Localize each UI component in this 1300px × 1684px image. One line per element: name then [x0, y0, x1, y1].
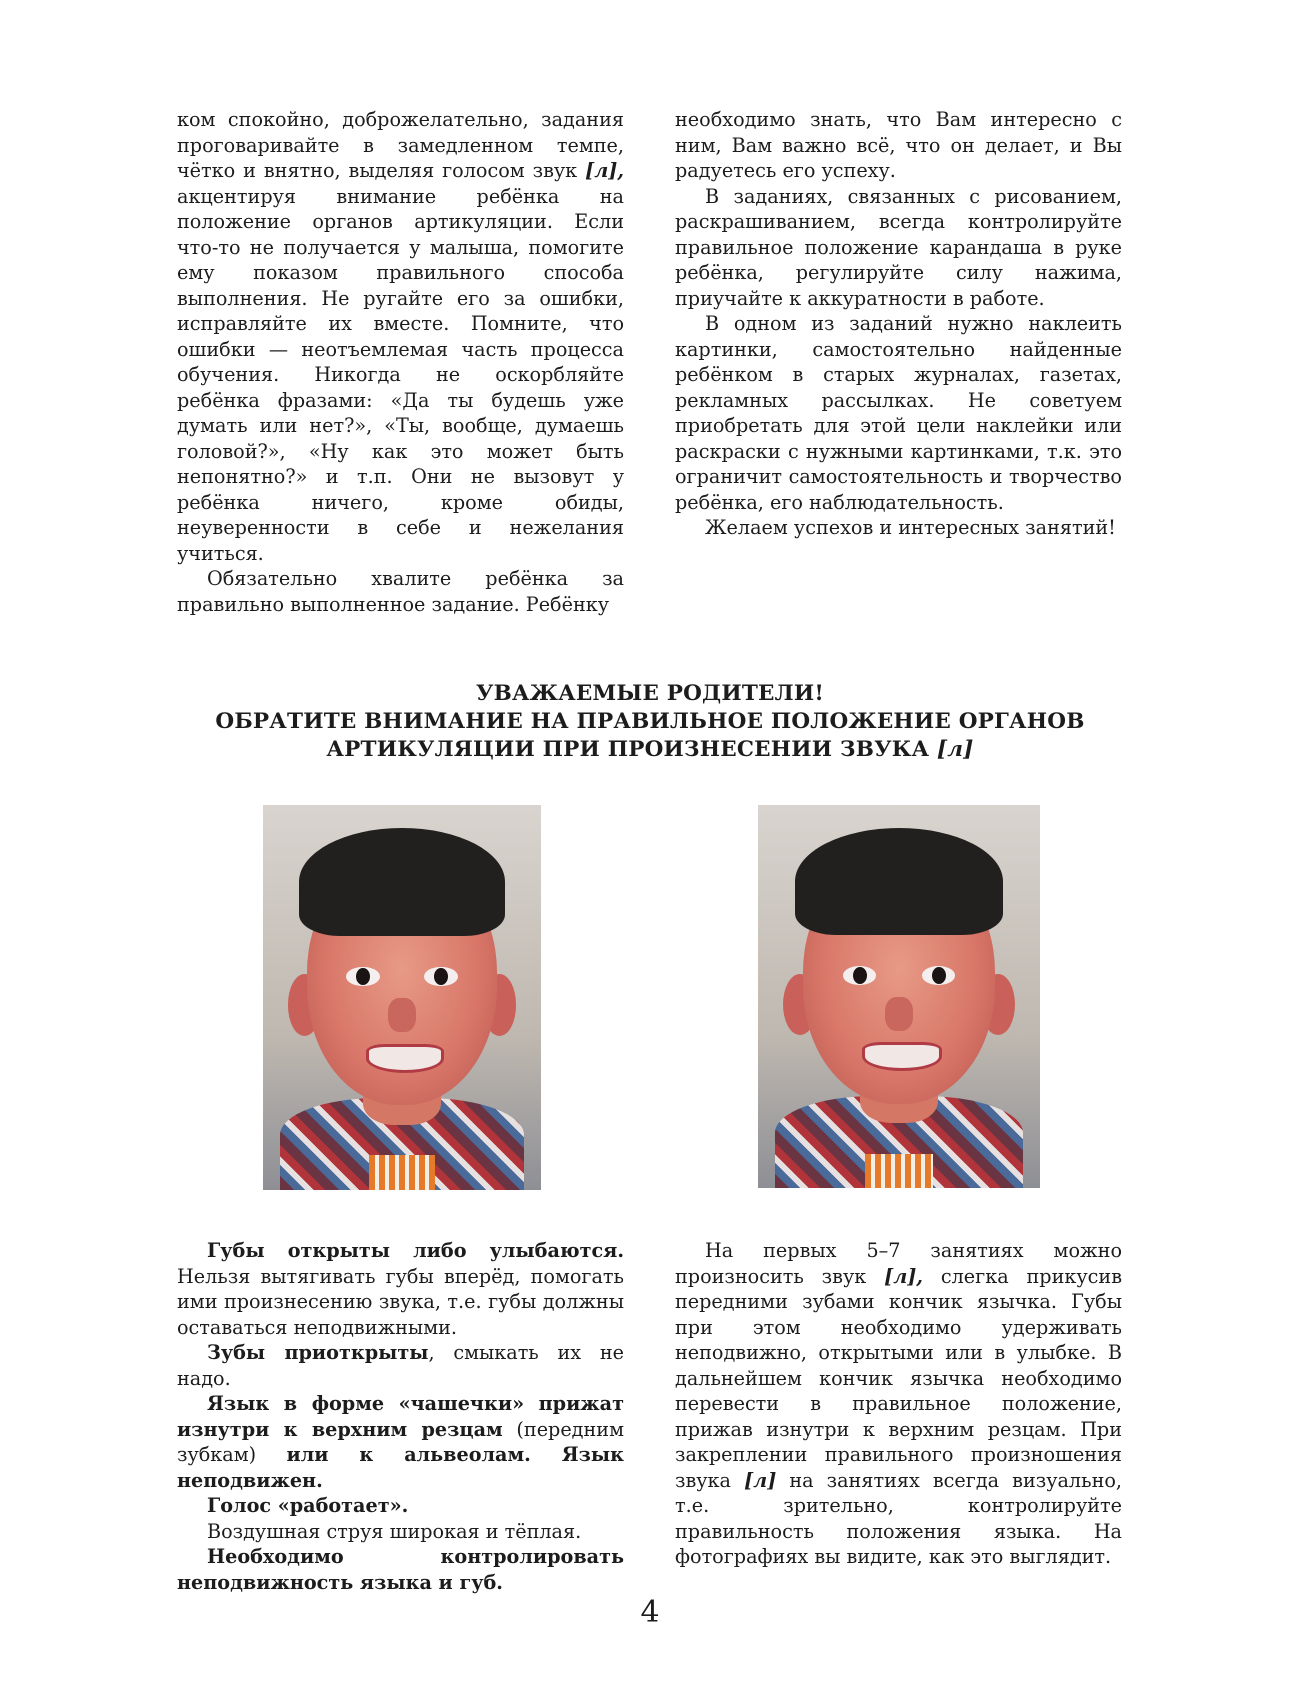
paragraph	[177, 1391, 624, 1493]
text-column-left-bottom	[177, 1238, 624, 1595]
bold-text: Голос «работает».	[207, 1494, 409, 1517]
text-run: Нельзя вытягивать губы вперёд, помогать ими произнесению звука, т.е. губы должны оставаться неподвижными.	[177, 1264, 624, 1339]
paragraph	[675, 1238, 1122, 1570]
bold-text: или к альвеолам. Язык неподвижен.	[177, 1443, 625, 1492]
text-run: На первых 5–7 занятиях можно произносить звук	[675, 1239, 1122, 1288]
sound-mark: [л]	[744, 1468, 777, 1492]
sound-mark: [л],	[884, 1264, 923, 1288]
text-run: слегка прикусив передними зубами кончик язычка. Губы при этом необходимо удерживать неподвижно, открытыми или в улыбке. В дальнейшем кончик язычка необходимо перевести в правильное положение, прижав изнутри к верхним резцам. При закреплении правильного произношения звука	[675, 1264, 1122, 1492]
heading-line-3-text: АРТИКУЛЯЦИИ ПРИ ПРОИЗНЕСЕНИИ ЗВУКА	[326, 737, 937, 762]
photo-child-articulation-right	[758, 805, 1040, 1188]
text-column-left-top	[177, 107, 624, 617]
text-column-right-bottom	[675, 1238, 1122, 1570]
paragraph: В одном из заданий нужно наклеить картинки, самостоятельно найденные ребёнком в старых журналах, газетах, рекламных рассылках. Не советуем приобретать для этой цели наклейки или раскраски с нужными картинками, т.к. это ограничит самостоятельность и творчество ребёнка, его наблюдательность.	[675, 312, 1122, 514]
bold-text: Зубы приоткрыты	[207, 1341, 429, 1364]
section-heading	[150, 680, 1150, 764]
heading-line-3	[150, 736, 1150, 764]
text-run: на занятиях всегда визуально, т.е. зрительно, контролируйте правильность положения языка. На фотографиях вы видите, как это выглядит.	[675, 1468, 1123, 1568]
text-run: (передним зубкам)	[177, 1417, 625, 1466]
heading-line-2: ОБРАТИТЕ ВНИМАНИЕ НА ПРАВИЛЬНОЕ ПОЛОЖЕНИЕ ОРГАНОВ	[215, 709, 1085, 734]
paragraph	[177, 1493, 624, 1519]
sound-mark: [л],	[585, 159, 624, 182]
bold-text: Язык в форме «чашечки» прижат изнутри к верхним резцам	[177, 1392, 624, 1441]
paragraph: В заданиях, связанных с рисованием, раскрашиванием, всегда контролируйте правильное положение карандаша в руке ребёнка, регулируйте силу нажима, приучайте к аккуратности в работе.	[675, 184, 1122, 310]
paragraph: необходимо знать, что Вам интересно с ним, Вам важно всё, что он делает, и Вы радуетесь его успеху.	[675, 108, 1122, 182]
text-run: ком спокойно, доброжелательно, задания проговаривайте в замедленном темпе, чётко и внятно, выделяя голосом звук	[177, 108, 624, 182]
paragraph	[177, 1544, 624, 1595]
text-run: акцентируя внимание ребёнка на положение органов артикуляции. Если что-то не получается у малыша, помогите ему показом правильного способа выполнения. Не ругайте его за ошибки, исправляйте их вместе. Помните, что ошибки — неотъемлемая часть процесса обучения. Никогда не оскорбляйте ребёнка фразами: «Да ты будешь уже думать или нет?», «Ты, вообще, думаешь головой?», «Ну как это может быть непонятно?» и т.п. Они не вызовут у ребёнка ничего, кроме обиды, неуверенности в себе и нежелания учиться.	[177, 184, 624, 565]
photo-child-articulation-left	[263, 805, 541, 1190]
heading-line-1: УВАЖАЕМЫЕ РОДИТЕЛИ!	[475, 681, 825, 706]
text-column-right-top	[675, 107, 1122, 541]
text-run: , смыкать их не надо.	[177, 1341, 624, 1390]
paragraph	[177, 107, 624, 566]
paragraph	[177, 1340, 624, 1391]
paragraph: Желаем успехов и интересных занятий!	[705, 516, 1116, 539]
bold-text: Губы открыты либо улыбаются.	[207, 1239, 624, 1262]
page-number: 4	[640, 1595, 660, 1630]
paragraph: Обязательно хвалите ребёнка за правильно выполненное задание. Ребёнку	[177, 567, 624, 616]
paragraph	[177, 1238, 624, 1340]
sound-mark: [л]	[936, 737, 974, 762]
bold-text: Необходимо контролировать неподвижность языка и губ.	[177, 1545, 624, 1594]
paragraph: Воздушная струя широкая и тёплая.	[207, 1519, 582, 1543]
